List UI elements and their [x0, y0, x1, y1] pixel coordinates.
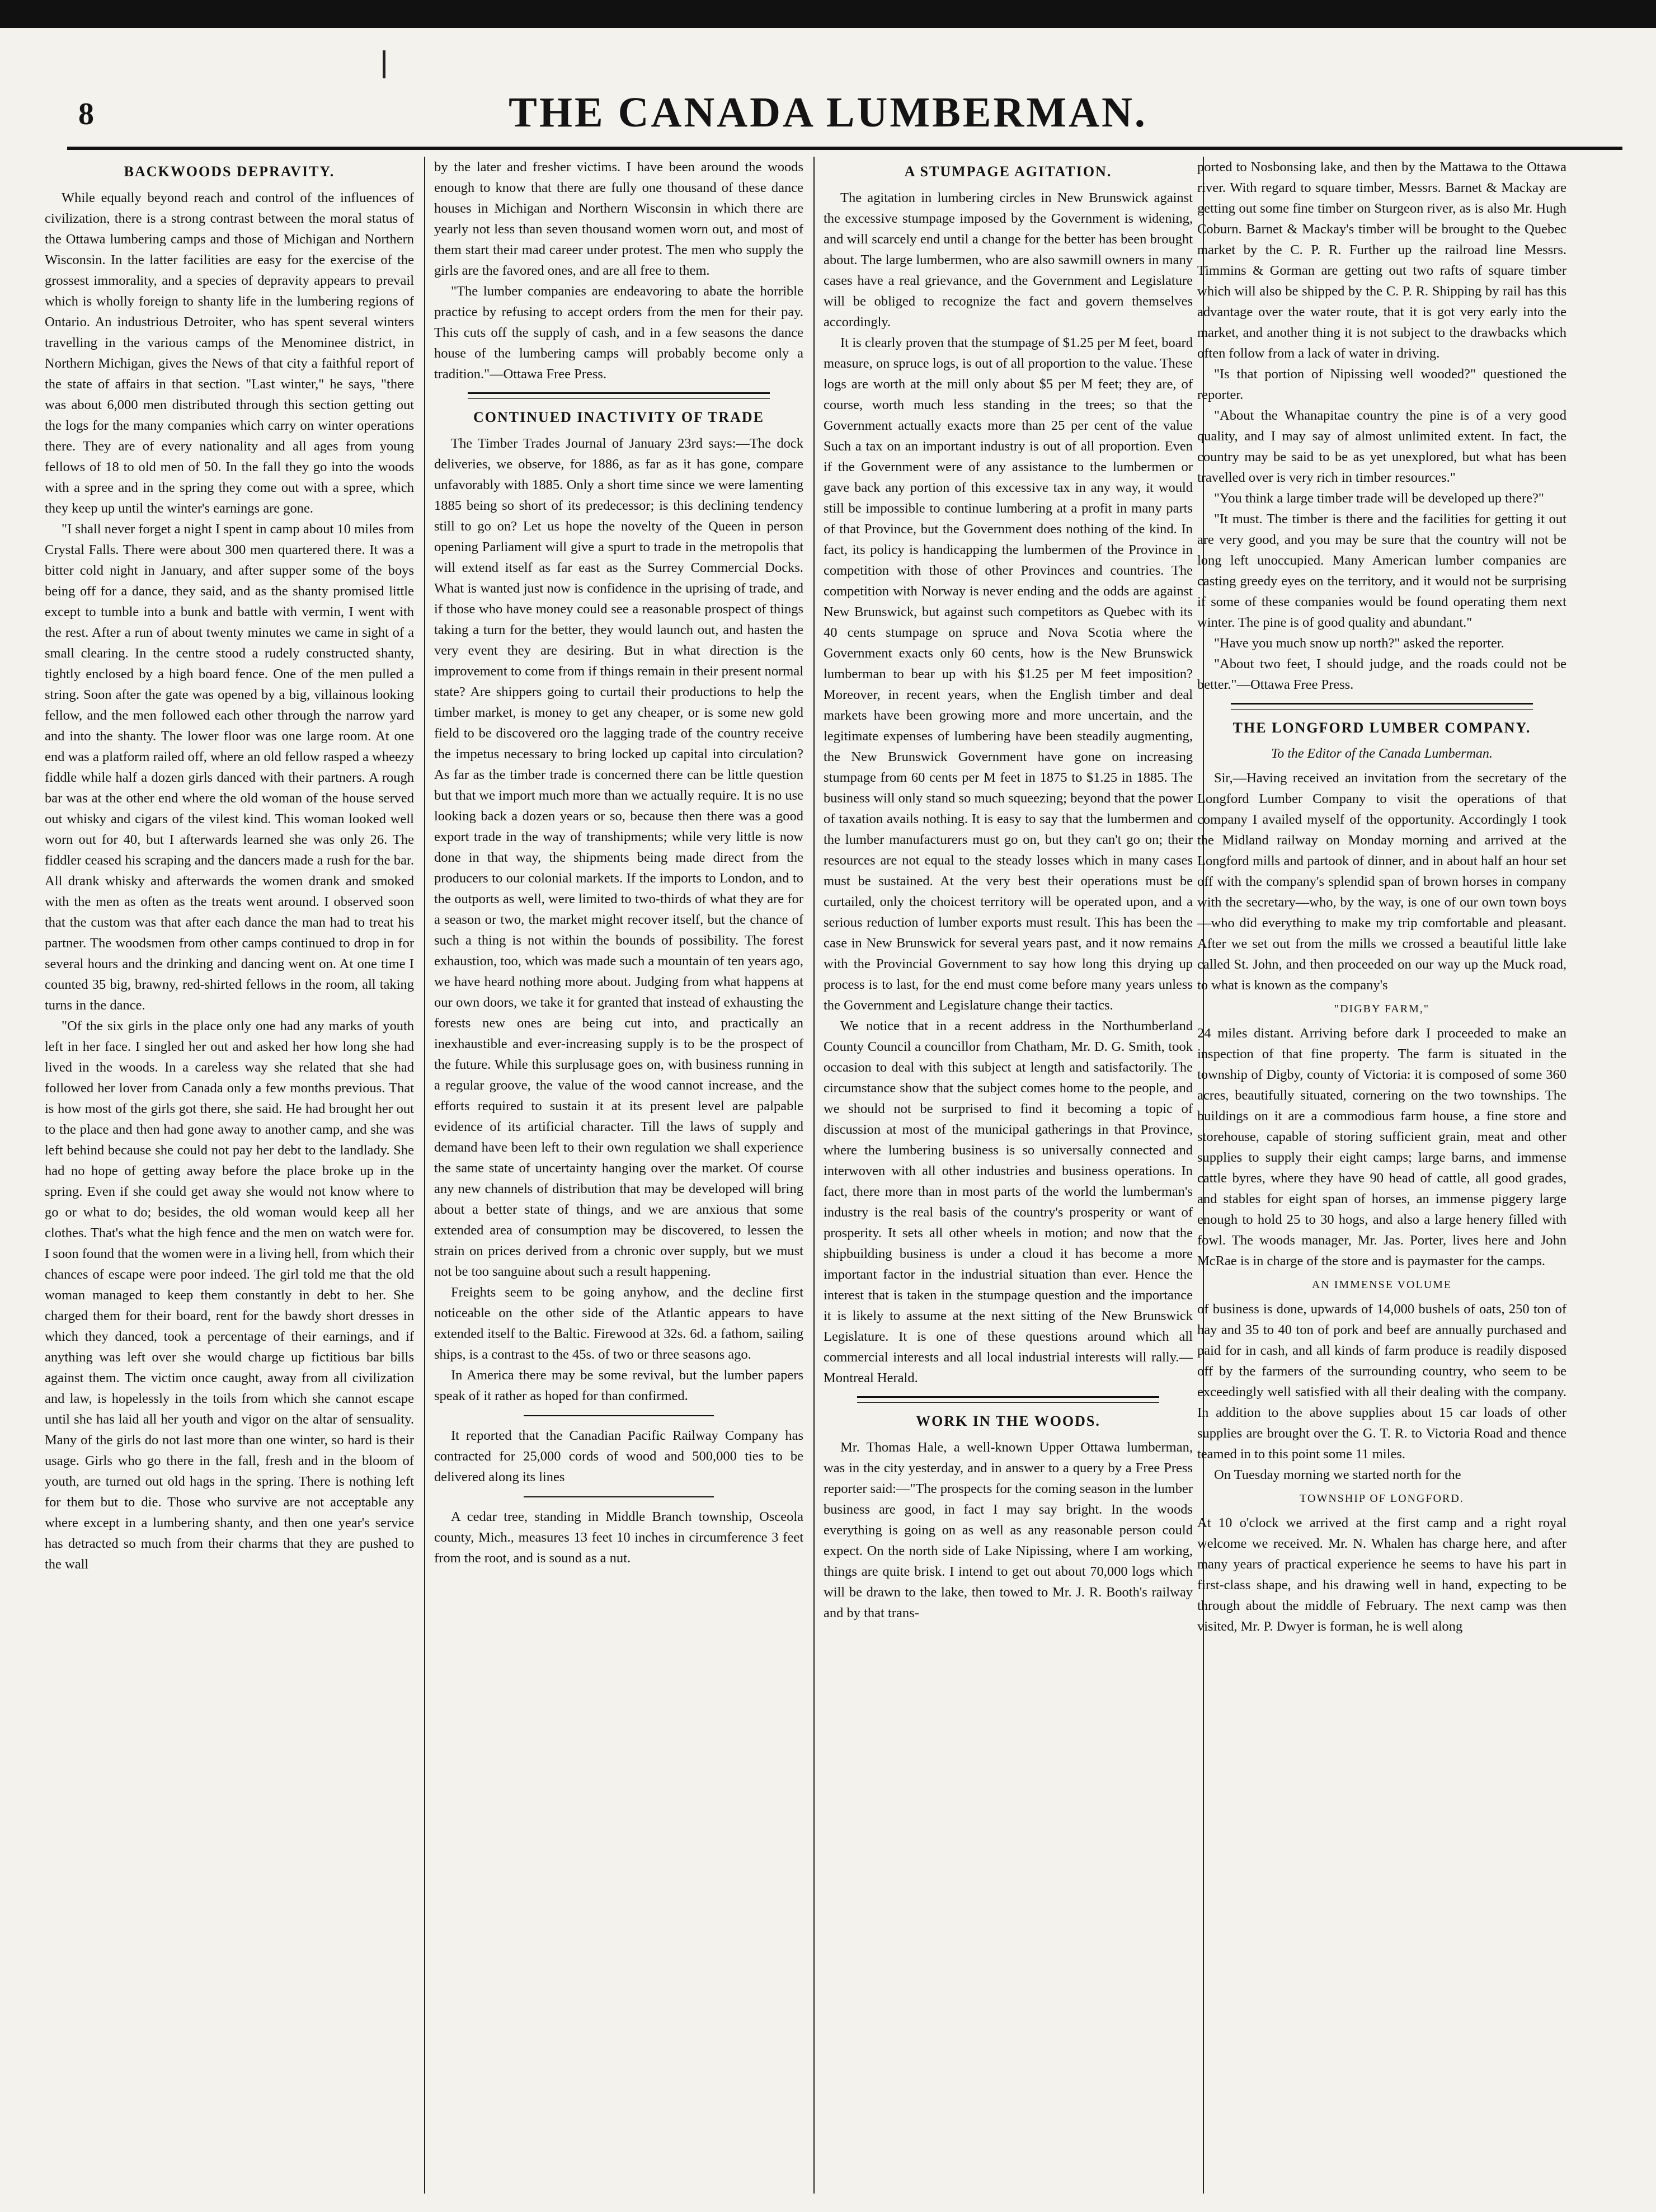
column-4 [1197, 157, 1566, 2194]
article-paragraph: by the later and fresher victims. I have been around the woods enough to know that there are fully one thousand of these dance houses in Michigan and Northern Wisconsin in which there are yearly not less than seven thousand women worn out, and most of them start their mad career under protest. The men who supply the girls are the favored ones, and are all free to them. [434, 159, 803, 278]
article-paragraph: "You think a large timber trade will be developed up there?" [1214, 491, 1544, 506]
masthead-title: THE CANADA LUMBERMAN. [509, 89, 1147, 136]
article-paragraph: "About the Whanapitae country the pine is of a very good quality, and I may say of almost unlimited extent. In fact, the country may be said to be as yet unexplored, but what has been travelled over is very rich in timber resources." [1197, 408, 1566, 485]
article-paragraph: "Have you much snow up north?" asked the reporter. [1214, 636, 1504, 651]
article-paragraph: 24 miles distant. Arriving before dark I proceeded to make an inspection of that fine property. The farm is situated in the township of Digby, county of Victoria: it is composed of some 360 acres, beautifully situated, cornering on the two townships. The buildings on it are a commodious farm house, a fine store and storehouse, capable of storing sufficient grain, meat and other supplies to supply their eight camps; large barns, and immense cattle byres, where they have 90 head of cattle, all good grades, and stables for eight span of horses, an immense piggery large enough to hold 25 to 30 hogs, and also a large henery filled with fowl. The woods manager, Mr. Jas. Porter, lives here and John McRae is in charge of the store and is paymaster for the camps. [1197, 1026, 1566, 1269]
column-2 [434, 157, 803, 2194]
short-divider [524, 1496, 714, 1497]
article-heading: CONTINUED INACTIVITY OF TRADE [473, 409, 765, 425]
article-columns [45, 157, 1566, 2194]
article-paragraph: The agitation in lumbering circles in New Brunswick against the excessive stumpage imposed by the Government is widening, and will scarcely end until a change for the better has been brought about. The large lumbermen, who are also sawmill owners in many cases have a real grievance, and the Government and Legislature will be obliged to recognize the fact and govern themselves accordingly. [824, 190, 1193, 330]
top-border-rule [0, 0, 1656, 28]
article-paragraph: "About two feet, I should judge, and the roads could not be better."—Ottawa Free Press. [1197, 656, 1566, 692]
article-paragraph: The Timber Trades Journal of January 23rd says:—The dock deliveries, we observe, for 1886, as far as it has gone, compare unfavorably with 1885. Only a short time since we were lamenting 1885 being so short of its predecessor; is this declining tendency still to go on? Let us hope the novelty of the Queen in person opening Parliament will give a spurt to trade in the metropolis that will extend itself as far east as the Surrey Commercial Docks. What is wanted just now is confidence in the uprising of trade, and if those who have money could see a reasonable prospect of things taking a turn for the better, they would launch out, and hasten the very event they are desiring. But in what direction is the improvement to come from if things remain in their present normal state? Are shippers going to curtail their productions to help the timber market, is money to get any cheaper, or is some new gold field to be discovered oro the lagging trade of the country receive the impetus necessary to bring locked up capital into circulation? As far as the timber trade is concerned there can be little question but that we import much more than we actually require. It is no use looking back a dozen years or so, because then there was a good export trade in the way of transhipments; while very little is now done in that way, the shipments being made direct from the producers to our colonial markets. If the imports to London, and to the outports as well, were limited to two-thirds of what they are for a season or two, the market might recover itself, but the chance of such a thing is not within the bounds of possibility. The forest exhaustion, too, which was made such a mountain of ten years ago, we have heard nothing more about. Judging from what happens at our own doors, we take it for granted that instead of exhausting the forests new ones are being cut into, and practically an inexhaustible and ever-increasing supply is to be the prospect of the future. While this surplusage goes on, with business running in a regular groove, the value of the wood cannot increase, and the efforts required to sustain it at its present level are palpable evidence of its artificial character. Till the laws of supply and demand have been left to their own regulation we shall experience the same state of uncertainty hanging over the market. Of course any new channels of distribution that may be developed will bring about a better state of things, and we are anxious that some extended area of consumption may be discovered, to lessen the strain on prices derived from a chronic over supply, but we must not be too sanguine about such a result happening. [434, 436, 803, 1279]
header-rule [67, 147, 1622, 150]
section-subheading: TOWNSHIP OF LONGFORD. [1300, 1492, 1464, 1505]
section-divider [857, 1396, 1159, 1403]
section-divider [468, 392, 770, 399]
article-paragraph: Sir,—Having received an invitation from the secretary of the Longford Lumber Company to visit the operations of that company I availed myself of the opportunity. Accordingly I took the Midland railway on Monday morning and arrived at the Longford mills and partook of dinner, and in about half an hour set off with the company's splendid span of brown horses in company with the secretary—who, by the way, is one of our own town boys—who did everything to make my trip comfortable and pleasant. After we set out from the mills we crossed a beautiful little lake called St. John, and then proceeded on our way up the Muck road, to what is known as the company's [1197, 771, 1566, 993]
article-paragraph: A cedar tree, standing in Middle Branch township, Osceola county, Mich., measures 13 feet 10 inches in circumference 3 feet from the root, and is sound as a nut. [434, 1509, 803, 1566]
article-paragraph: "The lumber companies are endeavoring to abate the horrible practice by refusing to accept orders from the men for their pay. This cuts off the supply of cash, and in a few seasons the dance house of the lumbering camps will probably become only a tradition."—Ottawa Free Press. [434, 284, 803, 382]
article-paragraph: Freights seem to be going anyhow, and the decline first noticeable on the other side of the Atlantic appears to have extended itself to the Baltic. Firewood at 32s. 6d. a fathom, sailing ships, is a contrast to the 45s. of two or three seasons ago. [434, 1285, 803, 1362]
article-paragraph: On Tuesday morning we started north for the [1214, 1467, 1461, 1482]
page-header [34, 84, 1622, 145]
article-paragraph: It is clearly proven that the stumpage of $1.25 per M feet, board measure, on spruce logs, is out of all proportion to the value. These logs are worth at the mill only about $5 per M feet; they are, of course, worth much less standing in the trees; so that the Government actually exacts more than 25 per cent of the value Such a tax on an important industry is out of all proportion. Even if the Government were of any assistance to the lumbermen or gave back any portion of this excessive tax in any way, it would still be impossible to continue lumbering at a profit in many parts of that Province, but the Government does nothing of the kind. In fact, its policy is handicapping the lumbermen of the Province in competition with those of other Provinces and countries. The competition with Norway is never ending and the odds are against New Brunswick, but against such competitors as Quebec with its 40 cents stumpage on spruce and Nova Scotia where the Government exacts only 60 cents, how is the New Brunswick lumberman to bear up with his $1.25 per M feet imposition? Moreover, in recent years, when the English timber and deal markets have been growing more and more uncertain, and the legitimate expenses of lumbering have been steadily augmenting, the New Brunswick Government have gone on increasing stumpage from 60 cents per M feet in 1875 to $1.25 in 1885. The business will only stand so much squeezing; beyond that the power of taxation avails nothing. It is easy to say that the lumbermen and the lumber manufacturers must go on, but they can't go on; their resources are not equal to the steady losses which in many cases must be sustained. At the very best their operations must be curtailed, only the choicest territory will be operated upon, and a serious reduction of lumber exports must result. This has been the case in New Brunswick for several years past, and it now remains with the Provincial Government to say how long this drying up process is to last, for the end must come before many years unless the Government and Legislature change their tactics. [824, 335, 1193, 1013]
article-paragraph: ported to Nosbonsing lake, and then by the Mattawa to the Ottawa river. With regard to square timber, Messrs. Barnet & Mackay are getting out some fine timber on Sturgeon river, as is also Mr. Hugh Coburn. Barnet & Mackay's timber will be brought to the Quebec market by the C. P. R. Further up the railroad line Messrs. Timmins & Gorman are getting out two rafts of square timber which will also be shipped by the C. P. R. Shipping by rail has this advantage over the water route, that it is got very early into the market, and another thing it is not subject to the drawbacks which often follow from a lack of water in driving. [1197, 159, 1566, 361]
section-divider [1231, 703, 1533, 710]
article-paragraph: "It must. The timber is there and the facilities for getting it out are very good, and you may be sure that the country will not be long left unoccupied. Many American lumber companies are casting greedy eyes on the territory, and it would not be surprising if some of these companies would be found operating them next winter. The pine is of good quality and abundant." [1197, 511, 1566, 630]
short-divider [524, 1415, 714, 1416]
section-subheading: "DIGBY FARM," [1334, 1003, 1430, 1015]
article-paragraph: While equally beyond reach and control of the influences of civilization, there is a strong contrast between the moral status of the Ottawa lumbering camps and those of Michigan and Northern Wisconsin. In the latter facilities are easy for the exercise of the grossest immorality, and a species of depravity appears to prevail which is wholly foreign to shanty life in the lumbering regions of Ontario. An industrious Detroiter, who has spent several winters travelling in the various camps of the Menominee district, in Northern Michigan, gives the News of that city a faithful report of the state of affairs in that section. "Last winter," he says, "there was about 6,000 men distributed through this section getting out the logs for the many companies which carry on winter operations there. They are of every nationality and all ages from young fellows of 18 to old men of 50. In the fall they go into the woods with a spree and in the spring they come out with a spree, which they keep up until the winter's earnings are gone. [45, 190, 414, 516]
article-heading: A STUMPAGE AGITATION. [904, 163, 1112, 180]
ink-mark [383, 50, 385, 78]
column-3 [824, 157, 1193, 2194]
article-paragraph: At 10 o'clock we arrived at the first camp and a right royal welcome we received. Mr. N. Whalen has charge here, and after many years of practical experience he seems to have his part in first-class shape, and his drawing well in hand, expecting to be through about the middle of February. The next camp was then visited, Mr. P. Dwyer is forman, he is well along [1197, 1515, 1566, 1634]
page-number: 8 [78, 97, 94, 132]
column-divider [813, 157, 815, 2194]
column-1 [45, 157, 414, 2194]
article-heading: BACKWOODS DEPRAVITY. [124, 163, 335, 180]
article-paragraph: "I shall never forget a night I spent in camp about 10 miles from Crystal Falls. There were about 300 men quartered there. It was a bitter cold night in January, and after supper some of the boys being off for a dance, they said, and as the shanty promised little except to tumble into a bunk and battle with vermin, I went with the rest. After a run of about twenty minutes we came in sight of a small clearing. In the centre stood a rudely constructed shanty, tightly enclosed by a high board fence. One of the men pulled a string. Soon after the gate was opened by a big, villainous looking fellow, and the men followed each other through the narrow yard and into the shanty. The lower floor was one large room. At one end was a platform railed off, where an old fellow rasped a wheezy fiddle while half a dozen girls danced with their partners. A rough bar was at the other end where the old woman of the house served out whisky and cigars of the vilest kind. This woman looked well worn out for 40, but I afterwards learned she was only 26. The fiddler ceased his scraping and the dancers made a rush for the bar. All drank whisky and afterwards the women drank and smoked with the men as often as the treats went around. I observed soon that the custom was that after each dance the man had to treat his partner. The woodsmen from other camps continued to drop in for several hours and the drinking and dancing went on. At one time I counted 35 big, brawny, red-shirted fellows in the room, all taking turns in the dance. [45, 522, 414, 1013]
article-heading: WORK IN THE WOODS. [916, 1413, 1100, 1429]
article-paragraph: It reported that the Canadian Pacific Railway Company has contracted for 25,000 cords of wood and 500,000 ties to be delivered along its lines [434, 1428, 803, 1485]
section-subheading: AN IMMENSE VOLUME [1311, 1279, 1452, 1291]
article-paragraph: "Of the six girls in the place only one had any marks of youth left in her face. I singled her out and asked her how long she had lived in the woods. In a careless way she related that she had followed her lover from Canada only a few months previous. That is how most of the girls got there, she said. He had brought her out to the place and then had gone away to another camp, and she was left behind because she could not pay her debt to the landlady. She had no hope of getting away before the place broke up in the spring. Even if she could get away she would not know where to go or what to do; besides, the old woman would keep all her clothes. That's what the high fence and the men on watch were for. I soon found that the women were in a living hell, from which their chances of escape were poor indeed. The girl told me that the old woman managed to keep them constantly in debt to her. She charged them for their board, rent for the bawdy short dresses in which they danced, took a percentage of their earnings, and if anything was left over she would charge up fictitious bar bills against them. The victim once caught, away from all civilization and law, is hopelessly in the toils from which she cannot escape until she has laid all her youth and vigor on the altar of sensuality. Many of the girls do not last more than one winter, so hard is their usage. Girls who go there in the fall, fresh and in the bloom of youth, are turned out old hags in the spring. There is nothing left for them but to die. Those who survive are not acceptable any where except in a lumbering shanty, and then one year's service has detracted so much from their charms that they are pushed to the wall [45, 1018, 414, 1572]
article-paragraph: "Is that portion of Nipissing well wooded?" questioned the reporter. [1197, 367, 1566, 402]
article-paragraph: In America there may be some revival, but the lumber papers speak of it rather as hoped for than confirmed. [434, 1368, 803, 1403]
article-heading: THE LONGFORD LUMBER COMPANY. [1232, 720, 1531, 736]
article-paragraph: We notice that in a recent address in the Northumberland County Council a councillor from Chatham, Mr. D. G. Smith, took occasion to deal with this subject at length and satisfactorily. The circumstance show that the subject comes home to the people, and we should not be surprised to find it becoming a topic of discussion at most of the municipal gatherings in that Province, where the lumbering business is so universally connected and interwoven with all other industries and business operations. In fact, there more than in most parts of the world the lumberman's industry is the real basis of the country's prosperity or want of prosperity. It sets all other wheels in motion; and now that the shipbuilding business is under a cloud it has become a more important factor in the industrial situation than ever. Hence the interest that is taken in the stumpage question and the importance it is likely to assume at the next sitting of the New Brunswick Legislature. It is one of these questions around which all commercial interests and all local industrial interests will rally.—Montreal Herald. [824, 1018, 1193, 1386]
column-divider [424, 157, 425, 2194]
article-dateline: To the Editor of the Canada Lumberman. [1271, 746, 1493, 761]
article-paragraph: of business is done, upwards of 14,000 bushels of oats, 250 ton of hay and 35 to 40 ton of pork and beef are annually purchased and paid for in cash, and all kinds of farm produce is readily disposed off by the farmers of the surrounding country, who seem to be exceedingly well satisfied with all their dealing with the company. In addition to the above supplies about 15 car loads of other supplies are brought over the G. T. R. to Victoria Road and thence teamed in to this point some 11 miles. [1197, 1302, 1566, 1462]
article-paragraph: Mr. Thomas Hale, a well-known Upper Ottawa lumberman, was in the city yesterday, and in answer to a query by a Free Press reporter said:—"The prospects for the coming season in the lumber business are good, in fact I may say bright. In the woods everything is going on as well as any reasonable person could expect. On the north side of Lake Nipissing, where I am working, things are quite brisk. I intend to get out about 70,000 logs which will be drawn to the lake, then towed to Mr. J. R. Booth's railway and by that trans- [824, 1440, 1193, 1621]
